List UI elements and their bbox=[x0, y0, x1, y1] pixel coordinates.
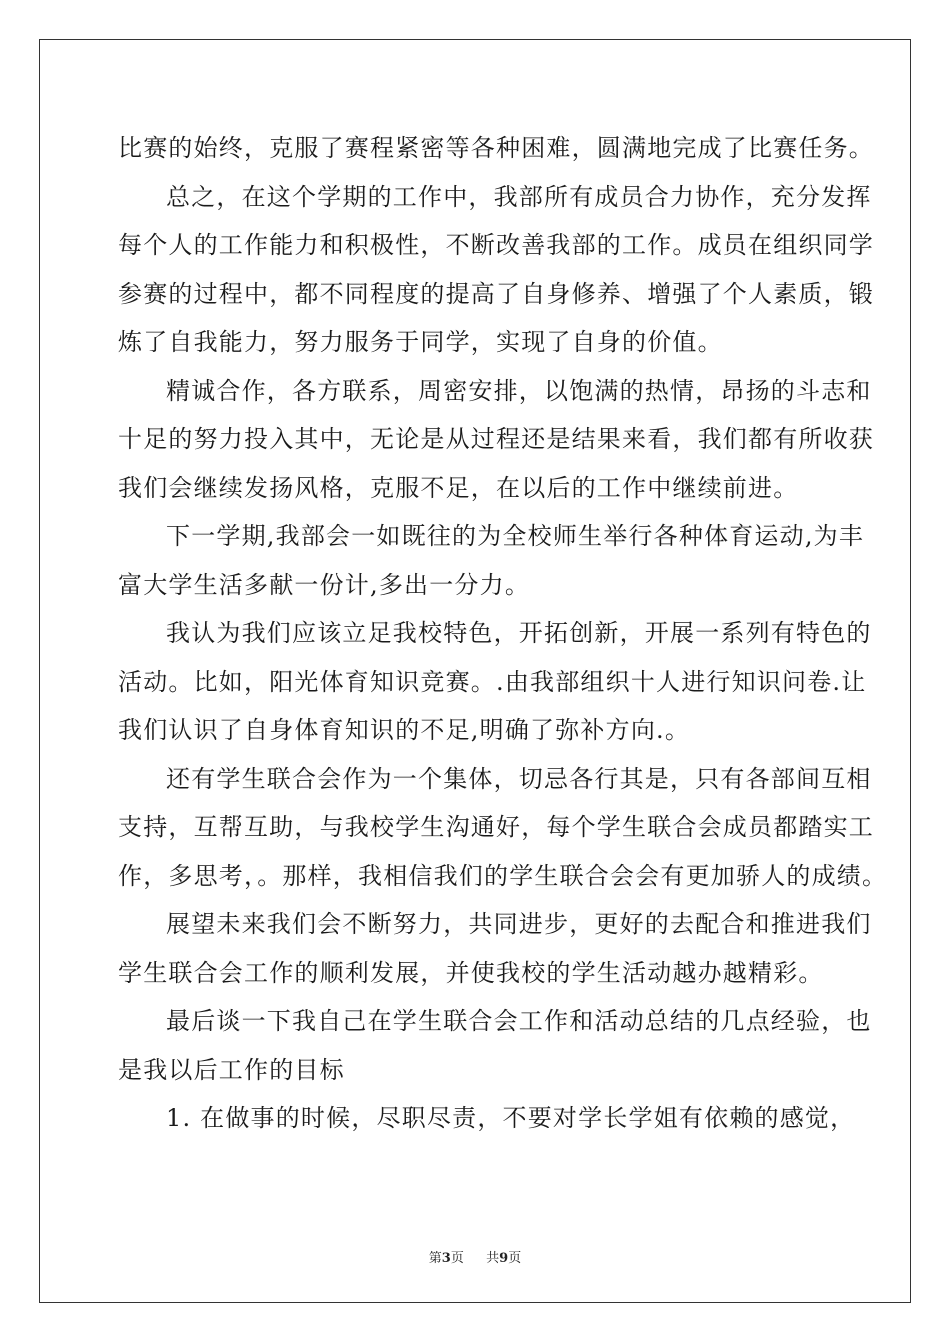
text-line: 我认为我们应该立足我校特色，开拓创新，开展一系列有特色的 bbox=[166, 619, 872, 647]
paragraph bbox=[118, 1094, 856, 1143]
paragraph bbox=[118, 173, 874, 367]
paragraph bbox=[118, 755, 888, 901]
text-line: 炼了自我能力，努力服务于同学，实现了自身的价值。 bbox=[118, 328, 723, 356]
text-line: 我们认识了自身体育知识的不足,明确了弥补方向.。 bbox=[118, 716, 691, 744]
text-line: 十足的努力投入其中，无论是从过程还是结果来看，我们都有所收获 bbox=[118, 425, 874, 453]
text-line: 还有学生联合会作为一个集体，切忌各行其是，只有各部间互相 bbox=[166, 764, 872, 793]
total-page-number: 9 bbox=[499, 1251, 509, 1266]
text-line: 是我以后工作的目标 bbox=[118, 1055, 345, 1084]
text-line: 最后谈一下我自己在学生联合会工作和活动总结的几点经验，也 bbox=[166, 1007, 872, 1035]
document-body bbox=[118, 124, 888, 1143]
text-line: 支持，互帮互助，与我校学生沟通好，每个学生联合会成员都踏实工 bbox=[118, 813, 874, 841]
paragraph bbox=[118, 900, 872, 997]
text-line: 下一学期,我部会一如既往的为全校师生举行各种体育运动,为丰 bbox=[166, 522, 865, 550]
paragraph bbox=[118, 609, 872, 755]
text-line: 1. 在做事的时候，尽职尽责，不要对学长学姐有依赖的感觉， bbox=[166, 1104, 856, 1132]
text-line: 活动。比如，阳光体育知识竞赛。.由我部组织十人进行知识问卷.让 bbox=[118, 667, 867, 696]
page-footer bbox=[0, 1247, 950, 1266]
text-line: 精诚合作，各方联系，周密安排，以饱满的热情，昂扬的斗志和 bbox=[166, 376, 872, 405]
page-suffix: 页 bbox=[450, 1251, 464, 1266]
total-suffix: 页 bbox=[508, 1251, 522, 1266]
text-line: 学生联合会工作的顺利发展，并使我校的学生活动越办越精彩。 bbox=[118, 958, 824, 987]
current-page-number: 3 bbox=[441, 1251, 451, 1266]
text-line: 每个人的工作能力和积极性，不断改善我部的工作。成员在组织同学 bbox=[118, 231, 874, 259]
paragraph bbox=[118, 997, 872, 1094]
paragraph bbox=[118, 367, 874, 513]
paragraph bbox=[118, 512, 865, 609]
total-prefix: 共 bbox=[486, 1251, 500, 1266]
text-line: 展望未来我们会不断努力，共同进步，更好的去配合和推进我们 bbox=[166, 910, 872, 938]
page-number-label bbox=[429, 1247, 464, 1266]
total-pages-label bbox=[486, 1247, 521, 1266]
text-line: 我们会继续发扬风格，克服不足，在以后的工作中继续前进。 bbox=[118, 473, 799, 502]
page-prefix: 第 bbox=[428, 1251, 442, 1266]
text-line: 富大学生活多献一份计,多出一分力。 bbox=[118, 570, 531, 599]
paragraph bbox=[118, 124, 874, 173]
text-line: 作，多思考，。那样，我相信我们的学生联合会会有更加骄人的成绩。 bbox=[118, 861, 888, 890]
text-line: 参赛的过程中，都不同程度的提高了自身修养、增强了个人素质，锻 bbox=[118, 279, 874, 308]
text-line: 比赛的始终，克服了赛程紧密等各种困难，圆满地完成了比赛任务。 bbox=[118, 134, 874, 162]
text-line: 总之，在这个学期的工作中，我部所有成员合力协作，充分发挥 bbox=[166, 182, 872, 211]
